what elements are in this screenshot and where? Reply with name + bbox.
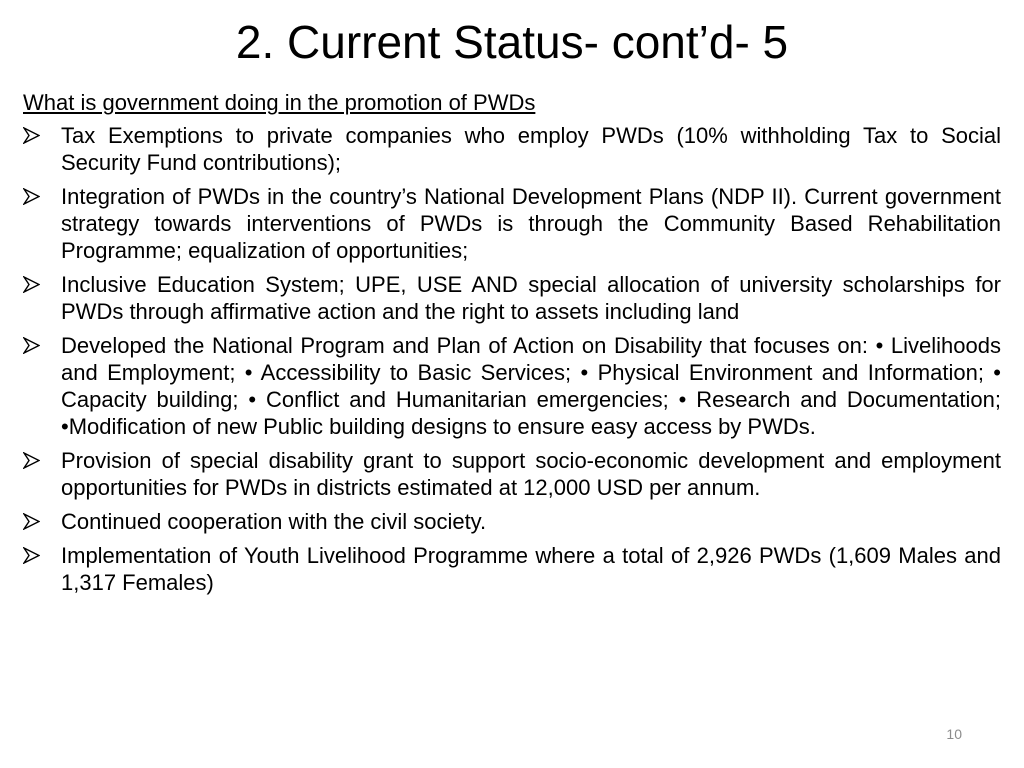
bullet-item-tax-exemptions xyxy=(23,122,1001,176)
slide-body xyxy=(23,89,1001,603)
arrow-bullet-icon xyxy=(23,547,40,564)
bullet-item-civil-society xyxy=(23,508,1001,535)
bullet-item-integration xyxy=(23,183,1001,264)
bullet-text: Tax Exemptions to private companies who employ PWDs (10% withholding Tax to Social Security Fund contributions); xyxy=(61,123,1001,175)
arrow-bullet-icon xyxy=(23,276,40,293)
arrow-bullet-icon xyxy=(23,513,40,530)
bullet-text: Integration of PWDs in the country’s National Development Plans (NDP II). Current government strategy towards interventions of PWDs is through the Community Based Rehabilitation Programme; equalization of opportunities; xyxy=(61,184,1001,263)
section-subheading: What is government doing in the promotion of PWDs xyxy=(23,90,536,115)
bullet-text: Implementation of Youth Livelihood Programme where a total of 2,926 PWDs (1,609 Males and 1,317 Females) xyxy=(61,543,1001,595)
bullet-item-disability-grant xyxy=(23,447,1001,501)
bullet-item-national-program xyxy=(23,332,1001,440)
arrow-bullet-icon xyxy=(23,188,40,205)
arrow-bullet-icon xyxy=(23,127,40,144)
arrow-bullet-icon xyxy=(23,337,40,354)
bullet-text: Continued cooperation with the civil society. xyxy=(61,509,487,534)
bullet-text: Provision of special disability grant to support socio-economic development and employment opportunities for PWDs in districts estimated at 12,000 USD per annum. xyxy=(61,448,1001,500)
arrow-bullet-icon xyxy=(23,452,40,469)
slide-title: 2. Current Status- cont’d- 5 xyxy=(235,16,789,68)
bullet-text: Developed the National Program and Plan of Action on Disability that focuses on: • Livelihoods and Employment; • Accessibility to Basic Services; • Physical Environment and Information; • Capacity building; • Conflict and Humanitarian emergencies; • Research and Documentation; •Modification of new Public building designs to ensure easy access by PWDs. xyxy=(61,333,1001,439)
page-number: 10 xyxy=(946,726,962,742)
bullet-item-inclusive-education xyxy=(23,271,1001,325)
bullet-text: Inclusive Education System; UPE, USE AND special allocation of university scholarships for PWDs through affirmative action and the right to assets including land xyxy=(61,272,1001,324)
bullet-list xyxy=(23,122,1001,596)
bullet-item-youth-livelihood xyxy=(23,542,1001,596)
